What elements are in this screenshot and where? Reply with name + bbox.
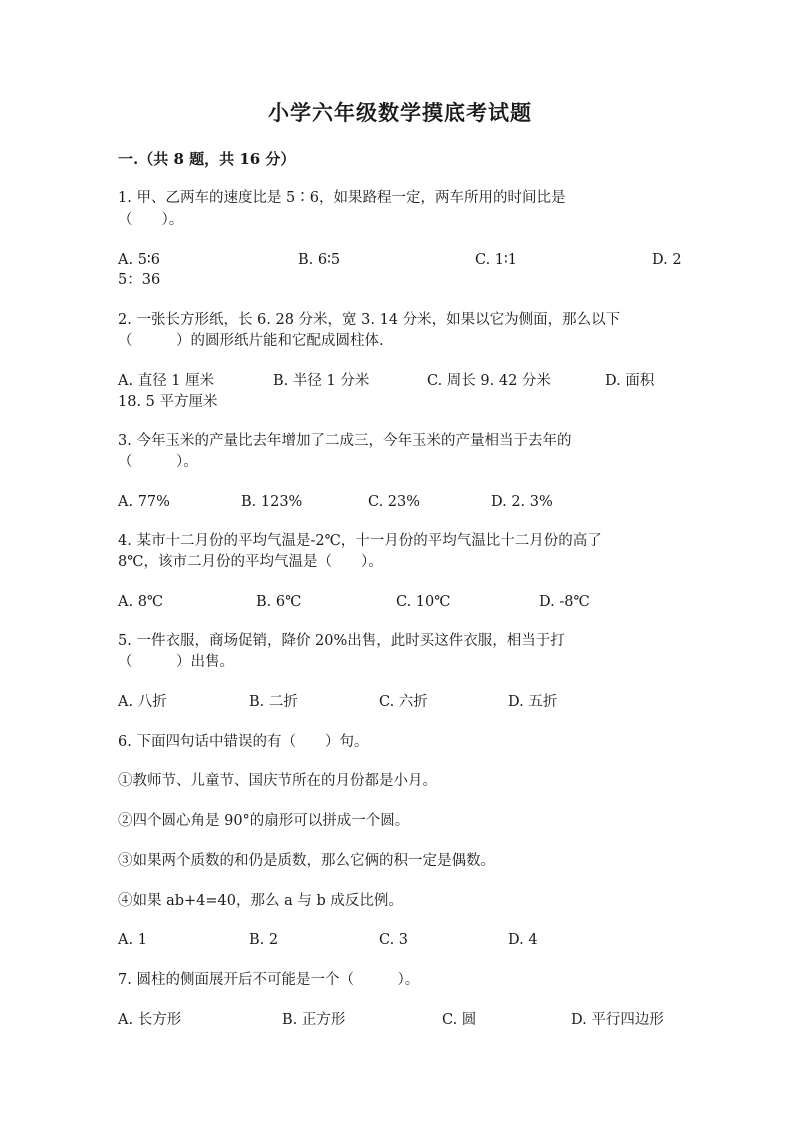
question-5-stem: 5. 一件衣服，商场促销，降价 20%出售，此时买这件衣服，相当于打 (118, 633, 565, 649)
question-3-stem: 3. 今年玉米的产量比去年增加了二成三，今年玉米的产量相当于去年的 (118, 433, 572, 449)
question-4-stem: 4. 某市十二月份的平均气温是-2℃，十一月份的平均气温比十二月份的高了 (118, 533, 602, 549)
question-5-stem-cont: （ ）出售。 (118, 654, 234, 670)
question-4-stem-cont: 8℃，该市二月份的平均气温是（ ）。 (118, 554, 383, 570)
option-c: C. 1∶1 (475, 252, 518, 268)
option-a: A. 八折 (118, 694, 167, 710)
option-b: B. 6∶5 (298, 252, 341, 268)
option-d: D. 面积 (605, 373, 655, 389)
option-a: A. 8℃ (118, 594, 164, 610)
option-b: B. 正方形 (282, 1012, 346, 1028)
question-2-stem-cont: （ ）的圆形纸片能和它配成圆柱体. (118, 333, 384, 349)
option-b: B. 123% (241, 494, 303, 510)
question-2-stem: 2. 一张长方形纸，长 6. 28 分米，宽 3. 14 分米，如果以它为侧面，那么以下 (118, 312, 621, 328)
page-title: 小学六年级数学摸底考试题 (268, 100, 532, 125)
option-c: C. 23% (368, 494, 421, 510)
option-c: C. 六折 (379, 694, 428, 710)
option-d-cont: 18. 5 平方厘米 (118, 394, 218, 410)
option-a: A. 直径 1 厘米 (118, 373, 215, 389)
question-7-stem: 7. 圆柱的侧面展开后不可能是一个（ ）。 (118, 972, 420, 988)
option-d: D. 2. 3% (491, 494, 553, 510)
option-a: A. 1 (118, 932, 147, 948)
option-a: A. 长方形 (118, 1012, 182, 1028)
option-a: A. 5∶6 (118, 252, 160, 268)
option-d-cont: 5：36 (118, 272, 161, 288)
option-d: D. 2 (652, 252, 682, 268)
option-c: C. 周长 9. 42 分米 (427, 373, 551, 389)
statement-1: ①教师节、儿童节、国庆节所在的月份都是小月。 (118, 773, 437, 789)
option-d: D. -8℃ (539, 594, 590, 610)
option-a: A. 77% (118, 494, 170, 510)
option-c: C. 圆 (442, 1012, 477, 1028)
statement-4: ④如果 ab+4=40，那么 a 与 b 成反比例。 (118, 893, 403, 909)
option-b: B. 二折 (249, 694, 298, 710)
option-b: B. 2 (249, 932, 279, 948)
option-c: C. 3 (379, 932, 409, 948)
option-d: D. 五折 (508, 694, 558, 710)
question-6-stem: 6. 下面四句话中错误的有（ ）句。 (118, 734, 369, 750)
statement-2: ②四个圆心角是 90°的扇形可以拼成一个圆。 (118, 813, 410, 829)
option-c: C. 10℃ (396, 594, 451, 610)
option-b: B. 半径 1 分米 (273, 373, 370, 389)
option-b: B. 6℃ (256, 594, 302, 610)
question-1-stem-cont: （ ）。 (118, 212, 184, 228)
question-3-stem-cont: （ ）。 (118, 454, 198, 470)
option-d: D. 4 (508, 932, 538, 948)
section-heading: 一.（共 8 题，共 16 分） (118, 150, 296, 168)
statement-3: ③如果两个质数的和仍是质数，那么它俩的积一定是偶数。 (118, 853, 495, 869)
option-d: D. 平行四边形 (571, 1012, 664, 1028)
question-1-stem: 1. 甲、乙两车的速度比是 5∶6，如果路程一定，两车所用的时间比是 (118, 190, 566, 206)
